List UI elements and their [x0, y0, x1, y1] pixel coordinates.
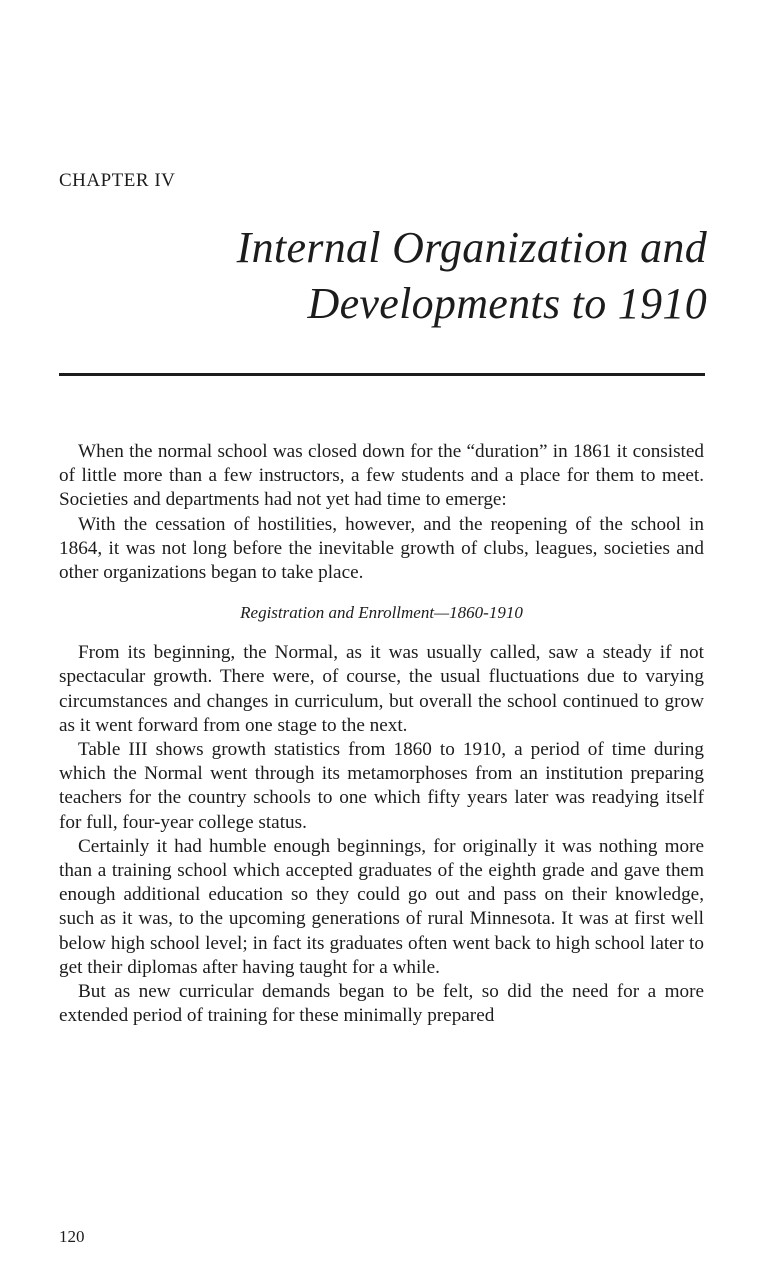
section-heading: Registration and Enrollment—1860-1910 — [240, 603, 523, 623]
chapter-title-line-1: Internal Organization and — [236, 223, 707, 272]
paragraph: But as new curricular demands began to be felt, so did the need for a more extended period of training for these minimally prepared — [59, 981, 704, 1027]
chapter-label: CHAPTER IV — [59, 170, 176, 191]
paragraph: Certainly it had humble enough beginnings, for originally it was nothing more than a training school which accepted graduates of the eighth grade and gave them enough additional education so they could go out and pass on their knowledge, such as it was, to the upcoming generations of rural Minnesota. It was at first well below high school level; in fact its graduates often went back to high school later to get their diplomas after having taught for a while. — [59, 835, 704, 978]
chapter-title — [237, 220, 707, 332]
paragraph: With the cessation of hostilities, however, and the reopening of the school in 1864, it was not long before the inevitable growth of clubs, leagues, societies and other organizations began to take place. — [59, 513, 704, 584]
paragraph: When the normal school was closed down for the “duration” in 1861 it consisted of little more than a few instructors, a few students and a place for them to meet. Societies and departments had not yet had time to emerge: — [59, 441, 704, 511]
title-rule — [59, 373, 705, 376]
paragraph: From its beginning, the Normal, as it was usually called, saw a steady if not spectacular growth. There were, of course, the usual fluctuations due to varying circumstances and changes in curriculum, but overall the school continued to grow as it went forward from one stage to the next. — [59, 642, 704, 736]
chapter-title-line-2: Developments to 1910 — [307, 279, 707, 328]
body-text — [59, 440, 704, 1028]
page-number: 120 — [59, 1227, 85, 1246]
paragraph: Table III shows growth statistics from 1860 to 1910, a period of time during which the Normal went through its metamorphoses from an institution preparing teachers for the country schools to one which fifty years later was readying itself for full, four-year college status. — [59, 739, 704, 833]
